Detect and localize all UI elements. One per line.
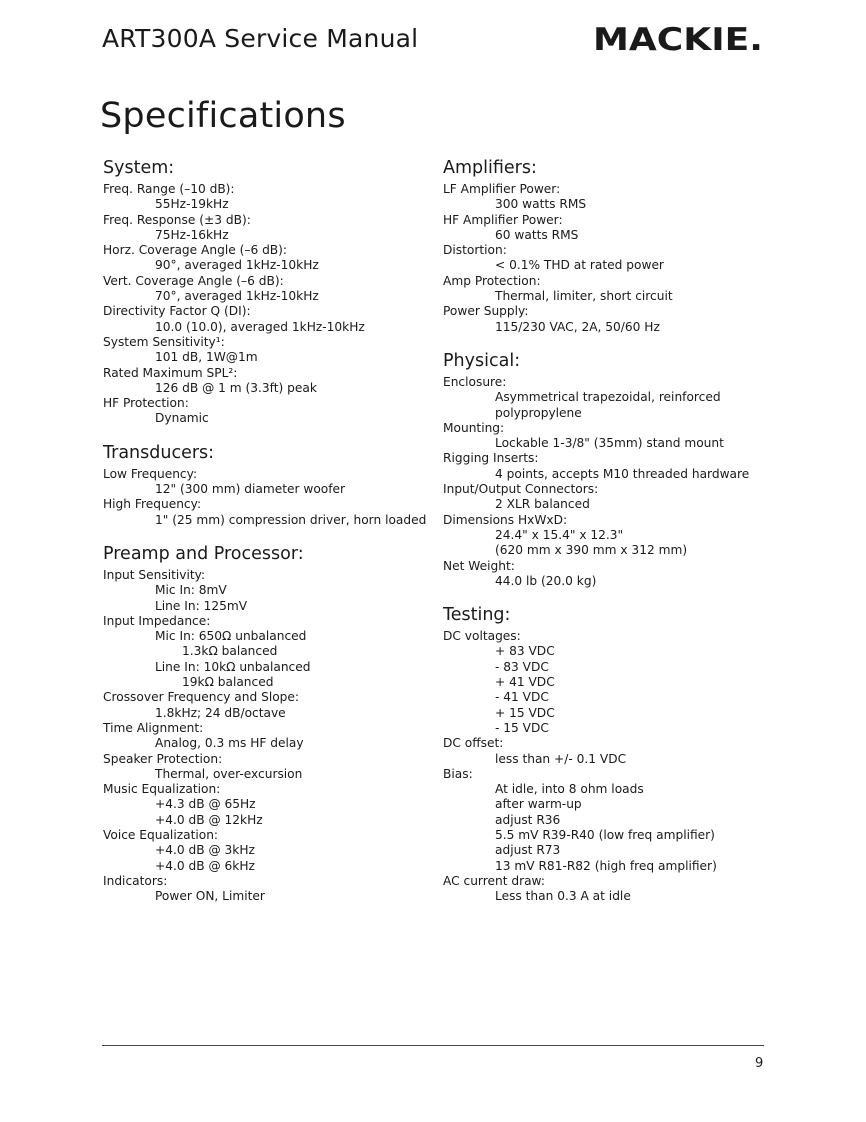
spec-value: 90°, averaged 1kHz-10kHz xyxy=(155,258,319,273)
footer-divider xyxy=(102,1045,764,1046)
spec-value: Mic In: 650Ω unbalanced xyxy=(155,629,307,644)
spec-label: Directivity Factor Q (DI): xyxy=(103,304,251,319)
spec-value: - 83 VDC xyxy=(495,659,549,674)
spec-value: 44.0 lb (20.0 kg) xyxy=(495,573,597,588)
spec-label: High Frequency: xyxy=(103,497,202,512)
spec-label: Freq. Range (–10 dB): xyxy=(103,182,235,196)
spec-value: after warm-up xyxy=(495,797,582,812)
spec-section xyxy=(443,156,783,335)
spec-label: Music Equalization: xyxy=(103,782,221,797)
spec-value: Line In: 125mV xyxy=(155,598,248,613)
spec-value: (620 mm x 390 mm x 312 mm) xyxy=(495,543,688,558)
spec-value: 1" (25 mm) compression driver, horn loaded xyxy=(155,512,427,527)
spec-label: DC voltages: xyxy=(443,629,521,644)
spec-value: +4.0 dB @ 12kHz xyxy=(155,812,263,827)
spec-label: Speaker Protection: xyxy=(103,751,223,766)
spec-label: Crossover Frequency and Slope: xyxy=(103,690,300,705)
spec-value: 12" (300 mm) diameter woofer xyxy=(155,482,346,497)
spec-value: Line In: 10kΩ unbalanced xyxy=(155,659,311,674)
spec-label: HF Protection: xyxy=(103,396,189,411)
spec-label: Freq. Response (±3 dB): xyxy=(103,212,251,227)
spec-value: 115/230 VAC, 2A, 50/60 Hz xyxy=(495,319,660,334)
spec-label: Amp Protection: xyxy=(443,273,541,288)
spec-value: 60 watts RMS xyxy=(495,227,579,242)
spec-label: Low Frequency: xyxy=(103,466,198,481)
spec-label: HF Amplifier Power: xyxy=(443,212,563,227)
spec-value: 126 dB @ 1 m (3.3ft) peak xyxy=(155,380,317,395)
spec-label: AC current draw: xyxy=(443,873,545,888)
spec-value: 13 mV R81-R82 (high freq amplifier) xyxy=(495,858,717,873)
spec-value: 1.8kHz; 24 dB/octave xyxy=(155,705,286,720)
spec-value: 70°, averaged 1kHz-10kHz xyxy=(155,289,319,304)
spec-value: < 0.1% THD at rated power xyxy=(495,258,664,273)
page-title: Specifications xyxy=(100,96,346,136)
spec-value: Less than 0.3 A at idle xyxy=(495,889,631,904)
spec-label: LF Amplifier Power: xyxy=(443,182,561,196)
section-title: Preamp and Processor: xyxy=(103,543,304,564)
section-title: System: xyxy=(103,158,175,178)
section-title: Amplifiers: xyxy=(443,158,537,178)
spec-section xyxy=(443,603,783,904)
spec-section xyxy=(443,349,783,589)
spec-label: Mounting: xyxy=(443,420,505,435)
spec-value: - 41 VDC xyxy=(495,690,549,705)
spec-label: Voice Equalization: xyxy=(103,827,219,842)
spec-value: 1.3kΩ balanced xyxy=(182,644,278,659)
spec-section xyxy=(103,156,443,427)
spec-value: +4.0 dB @ 6kHz xyxy=(155,858,255,873)
spec-value: 300 watts RMS xyxy=(495,197,587,212)
spec-value: adjust R73 xyxy=(495,843,561,858)
spec-label: Time Alignment: xyxy=(103,720,204,735)
document-title: ART300A Service Manual xyxy=(102,24,419,53)
spec-value: At idle, into 8 ohm loads xyxy=(495,782,644,797)
spec-value: Asymmetrical trapezoidal, reinforced xyxy=(495,390,721,405)
spec-label: Distortion: xyxy=(443,243,507,258)
spec-value: Lockable 1-3/8" (35mm) stand mount xyxy=(495,436,724,451)
spec-label: Enclosure: xyxy=(443,374,507,389)
spec-value: +4.0 dB @ 3kHz xyxy=(155,843,255,858)
page-number: 9 xyxy=(755,1056,764,1071)
spec-value: 101 dB, 1W@1m xyxy=(155,350,258,365)
spec-section xyxy=(103,542,443,905)
spec-value: 2 XLR balanced xyxy=(495,497,590,512)
spec-value: Thermal, limiter, short circuit xyxy=(495,289,673,304)
spec-value: 24.4" x 15.4" x 12.3" xyxy=(495,527,624,542)
spec-label: Input/Output Connectors: xyxy=(443,482,599,497)
spec-label: Input Sensitivity: xyxy=(103,567,206,582)
spec-label: Power Supply: xyxy=(443,304,529,319)
spec-section xyxy=(103,441,443,528)
spec-value: 55Hz-19kHz xyxy=(155,197,229,212)
spec-value: Mic In: 8mV xyxy=(155,583,227,598)
spec-label: Net Weight: xyxy=(443,558,515,573)
spec-value: - 15 VDC xyxy=(495,720,549,735)
mackie-logo-text: MACKIE. xyxy=(593,24,763,52)
spec-value: 4 points, accepts M10 threaded hardware xyxy=(495,466,750,481)
spec-label: Indicators: xyxy=(103,873,168,888)
spec-value: 5.5 mV R39-R40 (low freq amplifier) xyxy=(495,827,715,842)
spec-value: adjust R36 xyxy=(495,812,561,827)
spec-value: polypropylene xyxy=(495,405,582,420)
spec-value: Thermal, over-excursion xyxy=(155,766,303,781)
spec-value: Dynamic xyxy=(155,411,209,426)
spec-label: Input Impedance: xyxy=(103,613,211,628)
spec-value: 19kΩ balanced xyxy=(182,675,274,690)
spec-label: Bias: xyxy=(443,766,473,781)
right-column xyxy=(443,156,783,918)
spec-value: + 83 VDC xyxy=(495,644,555,659)
spec-label: Rigging Inserts: xyxy=(443,451,539,466)
spec-value: 75Hz-16kHz xyxy=(155,227,229,242)
section-title: Physical: xyxy=(443,350,521,371)
spec-value: +4.3 dB @ 65Hz xyxy=(155,797,256,812)
spec-label: DC offset: xyxy=(443,736,504,751)
section-title: Testing: xyxy=(443,605,511,626)
mackie-logo xyxy=(593,24,765,52)
section-title: Transducers: xyxy=(103,442,215,463)
spec-label: Horz. Coverage Angle (–6 dB): xyxy=(103,243,288,258)
left-column xyxy=(103,156,443,918)
spec-value: Analog, 0.3 ms HF delay xyxy=(155,736,304,751)
spec-value: + 15 VDC xyxy=(495,705,555,720)
spec-value: + 41 VDC xyxy=(495,675,555,690)
spec-label: Dimensions HxWxD: xyxy=(443,512,568,527)
spec-value: 10.0 (10.0), averaged 1kHz-10kHz xyxy=(155,319,365,334)
spec-label: Rated Maximum SPL²: xyxy=(103,365,238,380)
spec-label: System Sensitivity¹: xyxy=(103,334,225,349)
spec-value: Power ON, Limiter xyxy=(155,889,265,904)
spec-label: Vert. Coverage Angle (–6 dB): xyxy=(103,273,284,288)
spec-value: less than +/- 0.1 VDC xyxy=(495,751,627,766)
